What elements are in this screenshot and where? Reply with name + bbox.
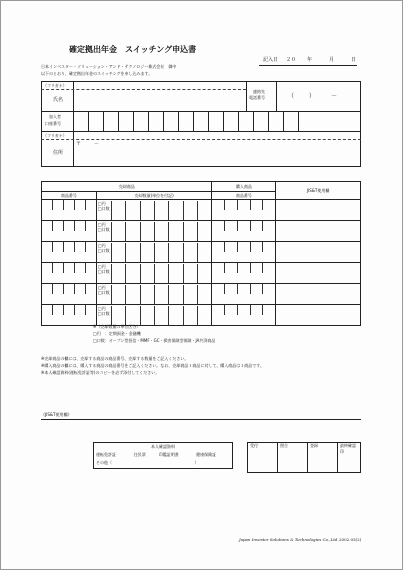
phone-label: 電話番号 (249, 95, 265, 100)
name-label: 氏名 (53, 97, 64, 103)
switching-row (42, 284, 361, 305)
approval-stamp-box (247, 442, 361, 473)
unit-selector[interactable] (97, 222, 112, 241)
jist-use-cell (276, 263, 361, 284)
address-input[interactable] (74, 140, 360, 166)
member-label: 加入者 (49, 114, 61, 119)
entry-stamp[interactable]: 登録 (308, 443, 338, 473)
phone-dash: － (331, 93, 338, 100)
id-document-box (93, 442, 233, 469)
id-license[interactable]: 運転免許証 (94, 451, 132, 459)
date-year: 年 (307, 57, 313, 63)
phone-open-paren: （ (288, 93, 295, 100)
sell-amount-cell[interactable] (96, 263, 212, 284)
note-id-copy: ※本人確認資料(運転免許証等)のコピーを必ず添付してください。 (41, 370, 160, 375)
name-input[interactable] (74, 90, 245, 110)
buy-product-no-cell[interactable] (212, 305, 276, 326)
unit-kuchi-checkbox[interactable]: □口数 (97, 289, 110, 295)
sell-header: 売却商品 (42, 182, 212, 192)
id-insurance[interactable]: 健康保険証 (194, 451, 232, 459)
footer-code: 2002.03(2) (339, 537, 362, 542)
unit-note-yen: □円 ：定期預金・金融機 (93, 331, 141, 336)
buy-header: 購入商品 (212, 182, 276, 192)
form-title: 確定拠出年金 スイッチング申込書 (69, 45, 197, 54)
jist-use-cell (276, 242, 361, 263)
jist-section-label: 《JIS&T使用欄》 (41, 412, 72, 417)
unit-selector[interactable] (97, 201, 112, 220)
unit-note-head: ※（売却数量の単位区分） (93, 324, 141, 329)
unit-kuchi-checkbox[interactable]: □口数 (97, 310, 110, 316)
buy-product-no-cell[interactable] (212, 284, 276, 305)
furigana-label: （フリガナ） (43, 83, 67, 88)
intro-line: 以下のとおり、確定拠出年金のスイッチングを申し込みます。 (41, 71, 153, 76)
id-resident[interactable]: 住民票 (133, 451, 146, 457)
date-month: 月 (329, 57, 335, 63)
jist-use-cell (276, 221, 361, 242)
id-title: 本人確認資料 (94, 443, 233, 451)
phone-close-paren: ） (309, 93, 316, 100)
unit-selector[interactable] (97, 306, 112, 325)
unit-selector[interactable] (97, 264, 112, 283)
unit-note-kuchi: □口数：オープン型投信・MMF・GC・損害保険型保険・JA共済商品 (93, 338, 216, 343)
address-furigana-label: （フリガナ） (43, 133, 67, 138)
date-prefix: 記入日 (263, 57, 279, 63)
footer-company: Japan Investor Solutions & Technologies Co.,Ltd. (239, 537, 339, 542)
receipt-stamp[interactable]: 受付 (248, 443, 278, 473)
sell-amount-cell[interactable] (96, 242, 212, 263)
switching-row (42, 221, 361, 242)
switching-row (42, 305, 361, 326)
unit-kuchi-checkbox[interactable]: □口数 (97, 226, 110, 232)
jist-use-cell (276, 305, 361, 326)
final-approval-stamp[interactable]: 最終確認印 (338, 443, 361, 473)
confirm-stamp[interactable]: 照合 (278, 443, 308, 473)
id-other-close: ） (194, 460, 199, 466)
jist-use-header: JIS&T使用欄 (276, 182, 361, 200)
unit-yen-checkbox[interactable]: □円 (97, 242, 106, 248)
unit-kuchi-checkbox[interactable]: □口数 (97, 205, 110, 211)
sell-amount-cell[interactable] (96, 221, 212, 242)
sell-amount-cell[interactable] (96, 305, 212, 326)
sell-product-no-cell[interactable] (42, 305, 97, 326)
buy-product-no-cell[interactable] (212, 263, 276, 284)
switching-row (42, 242, 361, 263)
contact-label: 連絡先 (253, 89, 265, 94)
unit-kuchi-checkbox[interactable]: □口数 (97, 268, 110, 274)
sell-amount-cell[interactable] (96, 200, 212, 221)
sell-product-no-cell[interactable] (42, 242, 97, 263)
buy-product-no-cell[interactable] (212, 200, 276, 221)
note-buy: ※購入商品の欄には、購入する商品の商品番号をご記入ください。なお、売却商品１商品に対して、購入商品は１商品です。 (41, 363, 264, 368)
unit-yen-checkbox[interactable]: □円 (97, 263, 106, 269)
jist-use-cell (276, 200, 361, 221)
date-day: 日 (351, 57, 357, 63)
unit-selector[interactable] (97, 243, 112, 262)
company-line: 日本インベスター・ソリューション・アンド・テクノロジー株式会社 御中 (41, 64, 177, 69)
sell-product-no-cell[interactable] (42, 200, 97, 221)
id-other[interactable]: その他（ (96, 460, 112, 466)
sell-amount-cell[interactable] (96, 284, 212, 305)
buy-product-no-cell[interactable] (212, 221, 276, 242)
unit-kuchi-checkbox[interactable]: □口数 (97, 247, 110, 253)
unit-selector[interactable] (97, 285, 112, 304)
unit-yen-checkbox[interactable]: □円 (97, 284, 106, 290)
switching-row (42, 263, 361, 284)
address-label: 住所 (53, 150, 64, 156)
unit-yen-checkbox[interactable]: □円 (97, 221, 106, 227)
note-sell: ※売却商品の欄には、売却する商品の商品番号、売却する数量をご記入ください。 (41, 356, 189, 361)
switching-row (42, 200, 361, 221)
id-seal[interactable]: 印鑑証明書 (158, 451, 179, 457)
postal-dash: － (94, 141, 100, 147)
sell-amount-header: 売却数量(単位を付記) (96, 192, 212, 200)
phone-input[interactable] (278, 83, 360, 109)
buy-product-no-cell[interactable] (212, 242, 276, 263)
sell-product-no-cell[interactable] (42, 263, 97, 284)
unit-yen-checkbox[interactable]: □円 (97, 200, 106, 206)
buy-product-no-header: 商品番号 (212, 192, 276, 200)
sell-product-no-cell[interactable] (42, 284, 97, 305)
date-underline (259, 65, 357, 66)
date-era: ２０ (286, 57, 297, 63)
account-no-label: 口座番号 (45, 121, 61, 126)
postal-mark: 〒 (76, 141, 82, 147)
jist-use-cell (276, 284, 361, 305)
sell-product-no-cell[interactable] (42, 221, 97, 242)
sell-product-no-header: 商品番号 (42, 192, 97, 200)
account-number-input[interactable] (74, 112, 360, 130)
switching-table (41, 181, 361, 326)
unit-yen-checkbox[interactable]: □円 (97, 305, 106, 311)
